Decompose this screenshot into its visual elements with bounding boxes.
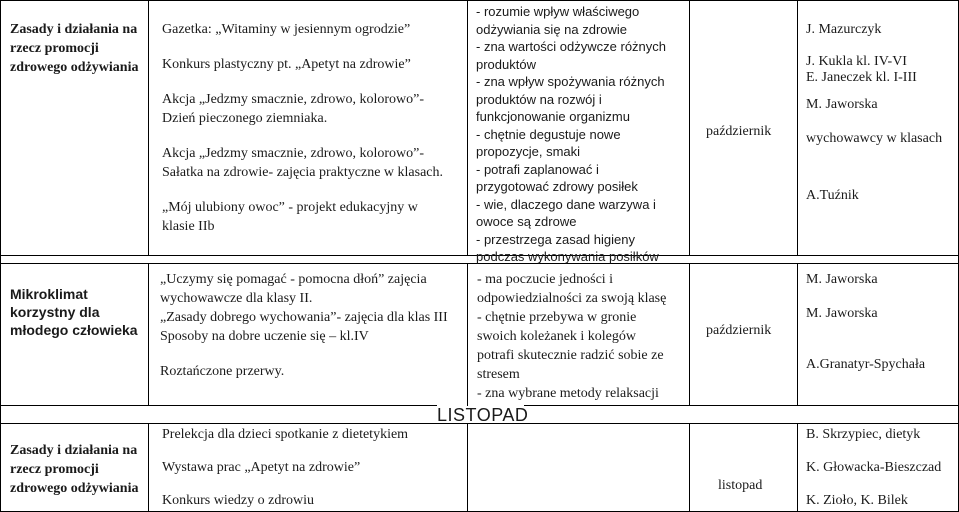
outcome-line: - przestrzega zasad higieny	[476, 231, 635, 247]
outcome-line: - rozumie wpływ właściwego	[476, 4, 640, 19]
outcome-line: podczas wykonywania posiłków	[476, 249, 659, 264]
row3-category-line: zdrowego odżywiania	[10, 481, 139, 496]
row2-activities	[160, 270, 448, 381]
row1-month: październik	[706, 124, 772, 139]
row1-activities	[162, 20, 443, 236]
row2-category-line: młodego człowieka	[10, 322, 138, 338]
row3-responsible	[806, 425, 941, 510]
outcome-line: odpowiedzialności za swoją klasę	[477, 291, 667, 306]
col-divider-4b	[797, 263, 798, 406]
row2-category-line: korzystny dla	[10, 304, 100, 320]
outcome-line: - zna wpływ spożywania różnych	[476, 74, 665, 89]
row1-category-line: zdrowego odżywiania	[10, 60, 139, 75]
row3-category-line: Zasady i działania na	[10, 443, 138, 458]
responsible-person: M. Jaworska	[806, 272, 878, 287]
activity: Akcja „Jedzmy smacznie, zdrowo, kolorowo”-	[162, 146, 425, 161]
responsible-person: K. Zioło, K. Bilek	[806, 493, 908, 508]
row1-category-line: rzecz promocji	[10, 41, 99, 56]
outcome-line: - zna wartości odżywcze różnych	[476, 39, 667, 54]
activity: Roztańczone przerwy.	[160, 364, 285, 379]
activity: Akcja „Jedzmy smacznie, zdrowo, kolorowo”-	[162, 92, 425, 107]
row2-outcomes	[477, 270, 666, 403]
outcome-line: - wie, dlaczego dane warzywa i	[476, 196, 656, 212]
row2-bottom-border-right	[524, 405, 959, 406]
outcome-line: odżywiania się na zdrowie	[476, 21, 628, 37]
col-divider-1b	[148, 263, 149, 406]
responsible-person: J. Kukla kl. IV-VI	[806, 54, 907, 69]
col-divider-2c	[467, 423, 468, 512]
row2-responsible	[806, 270, 925, 374]
outcome-line: produktów na rozwój i	[476, 91, 602, 107]
activity: „Zasady dobrego wychowania”- zajęcia dla klas III	[160, 310, 448, 325]
row2-month: październik	[706, 323, 772, 338]
col-divider-2b	[467, 263, 468, 406]
row2-category-line: Mikroklimat	[10, 286, 88, 302]
outcome-line: przygotować zdrowy posiłek	[476, 179, 638, 194]
activity: „Mój ulubiony owoc” - projekt edukacyjny w	[162, 200, 418, 215]
activity: Dzień pieczonego ziemniaka.	[162, 111, 328, 126]
outcome-line: owoce są zdrowe	[476, 214, 577, 229]
activity: Konkurs plastyczny pt. „Apetyt na zdrowie”	[162, 57, 411, 72]
activity: Wystawa prac „Apetyt na zdrowie”	[162, 460, 361, 475]
col-divider-4c	[797, 423, 798, 512]
responsible-person: wychowawcy w klasach	[806, 131, 943, 146]
col-divider-3b	[689, 263, 690, 406]
row3-category-line: rzecz promocji	[10, 462, 99, 477]
activity: Konkurs wiedzy o zdrowiu	[162, 493, 315, 508]
row2-category	[10, 285, 138, 339]
activity: klasie IIb	[162, 219, 215, 234]
col-divider-1	[148, 0, 149, 256]
outcome-line: - chętnie przebywa w gronie	[477, 310, 637, 325]
row2-bottom-border	[0, 405, 437, 406]
outcome-line: produktów	[476, 56, 536, 72]
outcome-line: - chętnie degustuje nowe	[476, 126, 621, 142]
outcome-line: - ma poczucie jedności i	[477, 272, 614, 287]
col-divider-4	[797, 0, 798, 256]
row1-outcomes	[476, 3, 666, 266]
responsible-person: A.Granatyr-Spychała	[806, 357, 926, 372]
outcome-line: - potrafi zaplanować i	[476, 161, 599, 177]
outcome-line: funkcjonowanie organizmu	[476, 109, 630, 124]
row3-month: listopad	[718, 478, 763, 493]
responsible-person: E. Janeczek kl. I-III	[806, 70, 917, 85]
row1-responsible	[806, 20, 942, 205]
responsible-person: M. Jaworska	[806, 97, 878, 112]
outcome-line: propozycje, smaki	[476, 144, 581, 159]
outcome-line: stresem	[477, 367, 520, 382]
outcome-line: - zna wybrane metody relaksacji	[477, 386, 659, 401]
row1-category-line: Zasady i działania na	[10, 22, 138, 37]
col-divider-3c	[689, 423, 690, 512]
outcome-line: swoich koleżanek i kolegów	[477, 329, 637, 344]
left-border	[0, 0, 1, 512]
responsible-person: B. Skrzypiec, dietyk	[806, 427, 921, 442]
outcome-line: potrafi skutecznie radzić sobie ze	[477, 348, 664, 363]
row3-activities	[162, 425, 408, 510]
row3-category	[10, 441, 138, 498]
col-divider-2	[467, 0, 468, 256]
activity: Sałatka na zdrowie- zajęcia praktyczne w klasach.	[162, 165, 444, 180]
col-divider-3	[689, 0, 690, 256]
responsible-person: K. Głowacka-Bieszczad	[806, 460, 942, 475]
top-border	[0, 0, 959, 1]
activity: Gazetka: „Witaminy w jesiennym ogrodzie”	[162, 22, 411, 37]
activity: wychowawcze dla klasy II.	[160, 291, 313, 306]
month-banner: LISTOPAD	[437, 405, 529, 425]
activity: „Uczymy się pomagać - pomocna dłoń” zajęcia	[160, 272, 427, 287]
responsible-person: A.Tuźnik	[806, 188, 859, 203]
activity: Prelekcja dla dzieci spotkanie z dietetykiem	[162, 427, 409, 442]
responsible-person: M. Jaworska	[806, 306, 878, 321]
row1-category	[10, 20, 138, 77]
activity: Sposoby na dobre uczenie się – kl.IV	[160, 329, 369, 344]
responsible-person: J. Mazurczyk	[806, 22, 882, 37]
col-divider-1c	[148, 423, 149, 512]
